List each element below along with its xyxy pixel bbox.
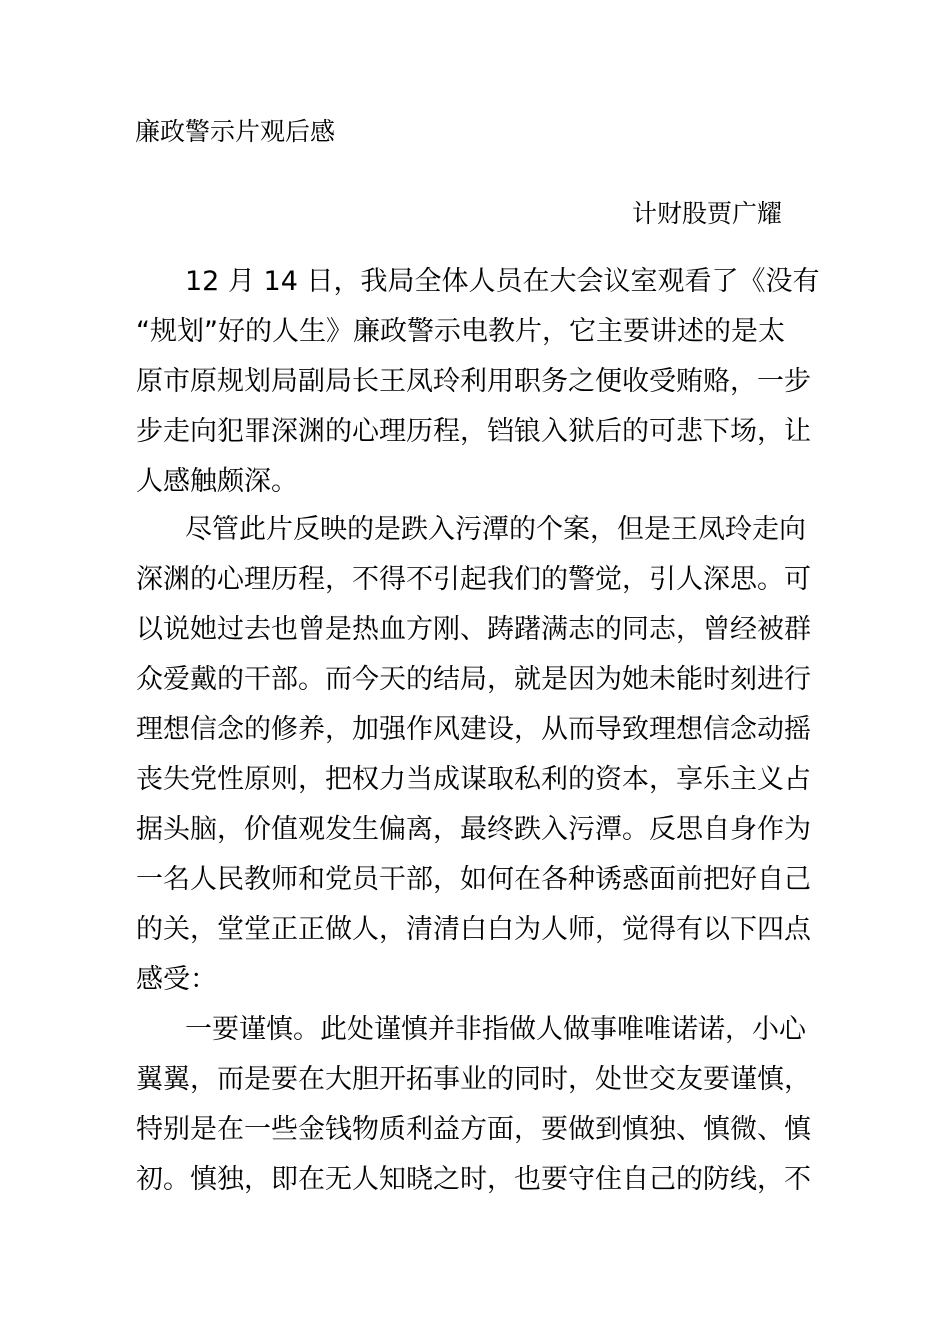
text-line: 理想信念的修养，加强作风建设，从而导致理想信念动摇 [136, 714, 811, 745]
text-line: 的关，堂堂正正做人，清清白白为人师，觉得有以下四点 [136, 914, 811, 945]
text-line: 深渊的心理历程，不得不引起我们的警觉，引人深思。可 [136, 564, 811, 595]
document-title: 廉政警示片观后感 [135, 117, 336, 146]
text-line: 初。慎独，即在无人知晓之时，也要守住自己的防线，不 [136, 1164, 811, 1195]
text-line: 步走向犯罪深渊的心理历程，铛锒入狱后的可悲下场，让 [136, 416, 811, 447]
text-line: 特别是在一些金钱物质利益方面，要做到慎独、慎微、慎 [136, 1114, 811, 1145]
text-line: “规划”好的人生》廉政警示电教片，它主要讲述的是太 [136, 316, 785, 347]
text-line: 翼翼，而是要在大胆开拓事业的同时，处世交友要谨慎， [136, 1064, 811, 1095]
text-line: 据头脑，价值观发生偏离，最终跌入污潭。反思自身作为 [136, 814, 811, 845]
text-line: 众爱戴的干部。而今天的结局，就是因为她未能时刻进行 [136, 664, 811, 695]
text-line: 丧失党性原则，把权力当成谋取私利的资本，享乐主义占 [136, 764, 811, 795]
text-line: 感受： [136, 964, 217, 995]
text-line: 一名人民教师和党员干部，如何在各种诱惑面前把好自己 [136, 864, 811, 895]
text-line: 人感触颇深。 [136, 466, 298, 497]
text-line: 原市原规划局副局长王凤玲利用职务之便收受贿赂，一步 [136, 366, 811, 397]
document-author: 计财股贾广耀 [632, 199, 783, 228]
text-line: 12 月 14 日，我局全体人员在大会议室观看了《没有 [185, 266, 820, 297]
text-line: 以说她过去也曾是热血方刚、踌躇满志的同志，曾经被群 [136, 614, 811, 645]
text-line: 尽管此片反映的是跌入污潭的个案，但是王凤玲走向 [185, 514, 806, 545]
text-line: 一要谨慎。此处谨慎并非指做人做事唯唯诺诺，小心 [185, 1014, 806, 1045]
